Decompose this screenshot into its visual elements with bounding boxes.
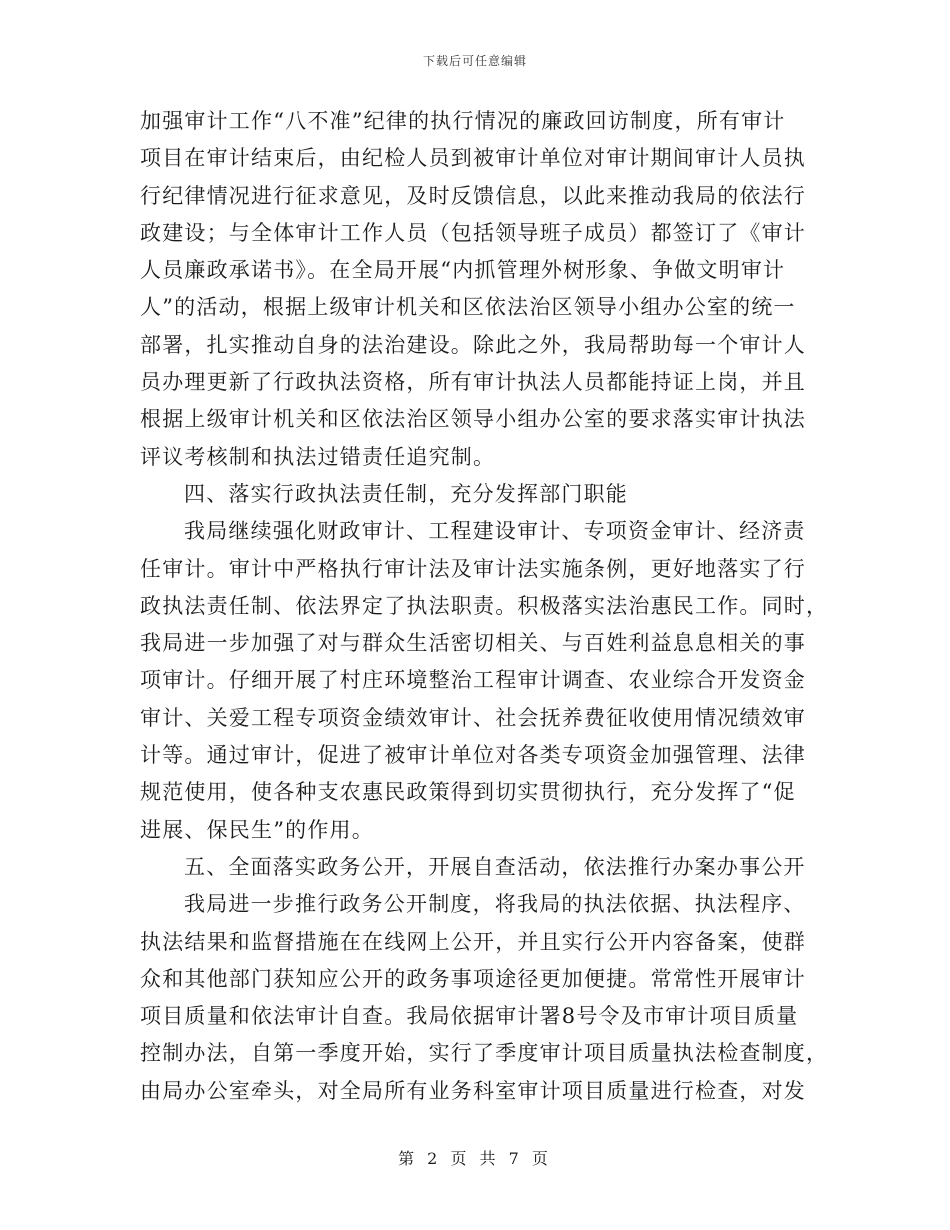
text-line: 项目在审计结束后，由纪检人员到被审计单位对审计期间审计人员执 [140, 146, 806, 171]
text-line: 任审计。审计中严格执行审计法及审计法实施条例，更好地落实了行 [140, 556, 806, 581]
text-line: 我局进一步推行政务公开制度，将我局的执法依据、执法程序、 [184, 892, 806, 917]
text-line: 众和其他部门获知应公开的政务事项途径更加便捷。常常性开展审计 [140, 966, 806, 991]
text-line: 政执法责任制、依法界定了执法职责。积极落实法治惠民工作。同时， [140, 593, 829, 618]
text-line: 我局继续强化财政审计、工程建设审计、专项资金审计、经济责 [184, 519, 806, 544]
text-line: 人员廉政承诺书》。在全局开展“内抓管理外树形象、争做文明审计 [140, 258, 786, 283]
text-line: 项目质量和依法审计自查。我局依据审计署8号令及市审计项目质量 [140, 1004, 799, 1029]
text-line: 规范使用，使各种支农惠民政策得到切实贯彻执行，充分发挥了“促 [140, 780, 796, 805]
text-line: 我局进一步加强了对与群众生活密切相关、与百姓利益息息相关的事 [140, 631, 806, 656]
text-line: 五、全面落实政务公开，开展自查活动，依法推行办案办事公开 [184, 854, 806, 879]
text-line: 进展、保民生”的作用。 [140, 817, 374, 842]
text-line: 计等。通过审计，促进了被审计单位对各类专项资金加强管理、法律 [140, 743, 806, 768]
text-line: 人”的活动，根据上级审计机关和区依法治区领导小组办公室的统一 [140, 295, 796, 320]
text-line: 审计、关爱工程专项资金绩效审计、社会抚养费征收使用情况绩效审 [140, 705, 806, 730]
text-line: 行纪律情况进行征求意见，及时反馈信息，以此来推动我局的依法行 [140, 183, 806, 208]
text-line: 评议考核制和执法过错责任追究制。 [140, 444, 496, 469]
text-line: 四、落实行政执法责任制，充分发挥部门职能 [184, 481, 628, 506]
text-line: 员办理更新了行政执法资格，所有审计执法人员都能持证上岗，并且 [140, 370, 806, 395]
text-line: 项审计。仔细开展了村庄环境整治工程审计调查、农业综合开发资金 [140, 668, 806, 693]
text-line: 政建设；与全体审计工作人员（包括领导班子成员）都签订了《审计 [140, 220, 806, 245]
text-line: 加强审计工作“八不准”纪律的执行情况的廉政回访制度，所有审计 [140, 109, 786, 133]
text-line: 根据上级审计机关和区依法治区领导小组办公室的要求落实审计执法 [140, 407, 806, 432]
text-line: 由局办公室牵头，对全局所有业务科室审计项目质量进行检查，对发 [140, 1078, 806, 1103]
page-header: 下载后可任意编辑 [422, 54, 527, 68]
document-body [140, 103, 829, 1110]
text-line: 控制办法，自第一季度开始，实行了季度审计项目质量执法检查制度， [140, 1041, 829, 1066]
text-line: 执法结果和监督措施在在线网上公开，并且实行公开内容备案，使群 [140, 929, 806, 954]
page-number-footer: 第 2 页 共 7 页 [398, 1149, 552, 1168]
text-line: 部署，扎实推动自身的法治建设。除此之外，我局帮助每一个审计人 [140, 332, 806, 357]
